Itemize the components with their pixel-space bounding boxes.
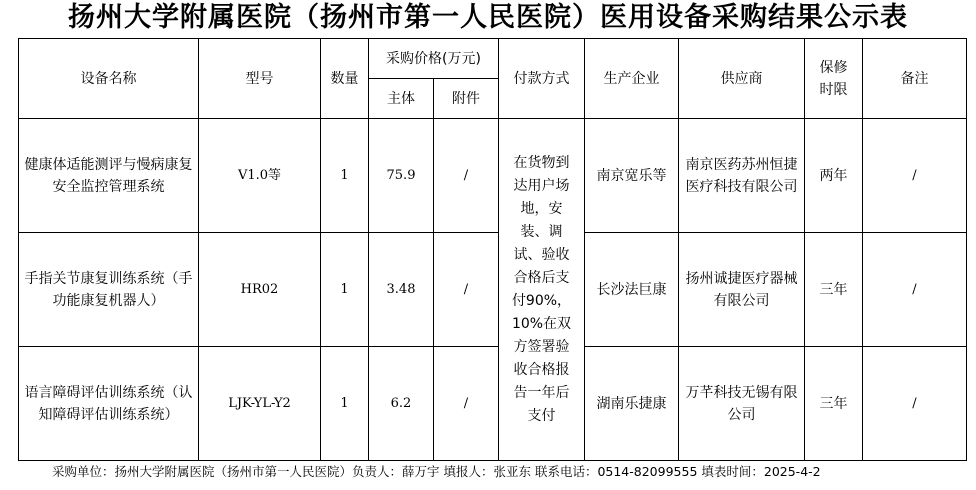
cell-warranty: 三年 — [805, 233, 863, 347]
footer-info: 采购单位：扬州大学附属医院（扬州市第一人民医院）负责人：薛万宇 填报人：张亚东 联系电话：0514-82099555 填表时间：2025-4-2 — [52, 464, 821, 479]
header-price-accessory: 附件 — [434, 79, 499, 119]
cell-device-name: 健康体适能测评与慢病康复安全监控管理系统 — [19, 119, 199, 233]
table-row — [19, 119, 967, 233]
cell-device-name: 手指关节康复训练系统（手功能康复机器人） — [19, 233, 199, 347]
cell-quantity: 1 — [321, 347, 369, 461]
cell-price-accessory: / — [434, 233, 499, 347]
table-row — [19, 347, 967, 461]
header-remark: 备注 — [863, 39, 967, 119]
header-price-group: 采购价格(万元) — [369, 39, 499, 79]
cell-price-main: 3.48 — [369, 233, 434, 347]
cell-model: LJK-YL-Y2 — [199, 347, 321, 461]
cell-quantity: 1 — [321, 233, 369, 347]
header-payment: 付款方式 — [499, 39, 585, 119]
cell-supplier: 万芊科技无锡有限公司 — [679, 347, 805, 461]
cell-supplier: 南京医药苏州恒捷医疗科技有限公司 — [679, 119, 805, 233]
cell-warranty: 两年 — [805, 119, 863, 233]
cell-remark: / — [863, 233, 967, 347]
cell-device-name: 语言障碍评估训练系统（认知障碍评估训练系统） — [19, 347, 199, 461]
header-model: 型号 — [199, 39, 321, 119]
cell-price-main: 6.2 — [369, 347, 434, 461]
procurement-table — [18, 38, 967, 461]
cell-price-accessory: / — [434, 347, 499, 461]
cell-quantity: 1 — [321, 119, 369, 233]
cell-manufacturer: 湖南乐捷康 — [585, 347, 679, 461]
cell-remark: / — [863, 119, 967, 233]
cell-manufacturer: 长沙法巨康 — [585, 233, 679, 347]
cell-price-main: 75.9 — [369, 119, 434, 233]
header-warranty: 保修时限 — [805, 39, 863, 119]
header-price-main: 主体 — [369, 79, 434, 119]
cell-warranty: 三年 — [805, 347, 863, 461]
header-device-name: 设备名称 — [19, 39, 199, 119]
header-manufacturer: 生产企业 — [585, 39, 679, 119]
cell-supplier: 扬州诚捷医疗器械有限公司 — [679, 233, 805, 347]
cell-manufacturer: 南京宽乐等 — [585, 119, 679, 233]
cell-remark: / — [863, 347, 967, 461]
header-supplier: 供应商 — [679, 39, 805, 119]
cell-model: HR02 — [199, 233, 321, 347]
cell-price-accessory: / — [434, 119, 499, 233]
cell-model: V1.0等 — [199, 119, 321, 233]
header-quantity: 数量 — [321, 39, 369, 119]
cell-payment-terms: 在货物到达用户场地，安装、调试、验收合格后支付90%，10%在双方签署验收合格报告一年后支付 — [499, 119, 585, 461]
page-title: 扬州大学附属医院（扬州市第一人民医院）医用设备采购结果公示表 — [68, 2, 908, 33]
table-row — [19, 233, 967, 347]
